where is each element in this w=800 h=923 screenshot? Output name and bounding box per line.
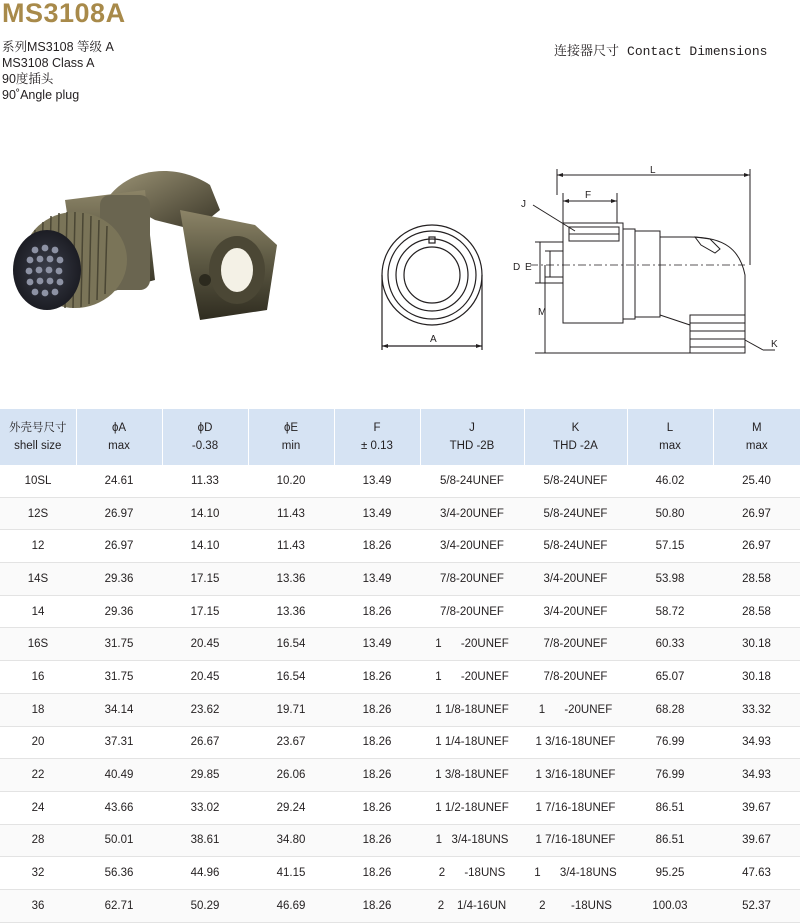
table-cell: 26.97 — [76, 530, 162, 563]
table-cell: 52.37 — [713, 889, 800, 922]
table-cell: 23.67 — [248, 726, 334, 759]
table-cell: 50.80 — [627, 497, 713, 530]
header-shell-size: 外壳号尺寸 shell size — [0, 409, 76, 465]
table-row — [0, 857, 800, 890]
table-cell-shell-size: 28 — [0, 824, 76, 857]
table-cell: 3/4-20UNEF — [420, 530, 524, 563]
table-cell: 25.40 — [713, 465, 800, 497]
table-cell: 18.26 — [334, 824, 420, 857]
table-cell: 17.15 — [162, 595, 248, 628]
table-cell: 40.49 — [76, 759, 162, 792]
table-cell: 18.26 — [334, 726, 420, 759]
table-cell: 1 7/16-18UNEF — [524, 791, 627, 824]
label-D: D — [513, 262, 521, 273]
header-A: ϕA max — [76, 409, 162, 465]
header-E: ϕE min — [248, 409, 334, 465]
table-cell: 50.01 — [76, 824, 162, 857]
table-cell-shell-size: 22 — [0, 759, 76, 792]
table-cell: 18.26 — [334, 661, 420, 694]
table-cell-shell-size: 24 — [0, 791, 76, 824]
table-cell: 20.45 — [162, 628, 248, 661]
table-row — [0, 726, 800, 759]
table-cell: 13.36 — [248, 595, 334, 628]
table-cell: 95.25 — [627, 857, 713, 890]
table-cell: 39.67 — [713, 824, 800, 857]
table-row — [0, 563, 800, 596]
table-cell: 16.54 — [248, 661, 334, 694]
table-cell: 2 -18UNS — [420, 857, 524, 890]
table-cell: 1 3/16-18UNEF — [524, 759, 627, 792]
table-cell: 34.93 — [713, 759, 800, 792]
table-row — [0, 497, 800, 530]
table-row — [0, 693, 800, 726]
table-cell: 7/8-20UNEF — [524, 628, 627, 661]
table-cell: 1 7/16-18UNEF — [524, 824, 627, 857]
label-M: M — [538, 307, 547, 318]
table-cell: 1 -20UNEF — [420, 628, 524, 661]
table-cell: 11.43 — [248, 497, 334, 530]
table-cell: 13.49 — [334, 465, 420, 497]
table-row — [0, 661, 800, 694]
dimensions-table — [0, 409, 800, 923]
table-cell: 38.61 — [162, 824, 248, 857]
table-cell: 41.15 — [248, 857, 334, 890]
table-cell: 5/8-24UNEF — [524, 530, 627, 563]
table-cell: 24.61 — [76, 465, 162, 497]
table-cell: 34.80 — [248, 824, 334, 857]
header-L: L max — [627, 409, 713, 465]
table-cell: 76.99 — [627, 759, 713, 792]
table-cell: 11.43 — [248, 530, 334, 563]
table-cell: 57.15 — [627, 530, 713, 563]
table-cell: 50.29 — [162, 889, 248, 922]
table-cell: 7/8-20UNEF — [524, 661, 627, 694]
table-cell: 13.49 — [334, 628, 420, 661]
table-cell: 14.10 — [162, 530, 248, 563]
label-J: J — [521, 199, 526, 210]
table-cell: 20.45 — [162, 661, 248, 694]
table-row — [0, 628, 800, 661]
table-cell: 26.97 — [713, 497, 800, 530]
table-cell: 1 1/8-18UNEF — [420, 693, 524, 726]
table-cell: 58.72 — [627, 595, 713, 628]
table-cell: 11.33 — [162, 465, 248, 497]
table-body — [0, 465, 800, 922]
table-row — [0, 465, 800, 497]
table-cell-shell-size: 10SL — [0, 465, 76, 497]
table-cell: 1 -20UNEF — [524, 693, 627, 726]
table-cell-shell-size: 14S — [0, 563, 76, 596]
table-cell: 29.24 — [248, 791, 334, 824]
table-cell: 17.15 — [162, 563, 248, 596]
table-cell: 29.36 — [76, 595, 162, 628]
table-cell: 86.51 — [627, 791, 713, 824]
header-M: M max — [713, 409, 800, 465]
table-cell: 13.36 — [248, 563, 334, 596]
table-cell: 1 3/16-18UNEF — [524, 726, 627, 759]
front-view-drawing — [370, 215, 495, 357]
table-cell: 18.26 — [334, 759, 420, 792]
label-K: K — [771, 339, 778, 350]
table-cell: 5/8-24UNEF — [524, 497, 627, 530]
table-cell: 44.96 — [162, 857, 248, 890]
table-row — [0, 791, 800, 824]
subtitle-class: MS3108 Class A — [2, 56, 95, 70]
table-cell: 1 1/4-18UNEF — [420, 726, 524, 759]
table-cell-shell-size: 12 — [0, 530, 76, 563]
table-cell: 100.03 — [627, 889, 713, 922]
table-cell: 18.26 — [334, 791, 420, 824]
table-cell: 76.99 — [627, 726, 713, 759]
header-J: J THD -2B — [420, 409, 524, 465]
table-row — [0, 759, 800, 792]
header-D: ϕD -0.38 — [162, 409, 248, 465]
table-cell: 60.33 — [627, 628, 713, 661]
table-cell: 1 -20UNEF — [420, 661, 524, 694]
table-cell: 1 3/8-18UNEF — [420, 759, 524, 792]
table-cell: 14.10 — [162, 497, 248, 530]
table-cell: 86.51 — [627, 824, 713, 857]
table-row — [0, 595, 800, 628]
label-A: A — [430, 334, 437, 345]
table-cell: 33.32 — [713, 693, 800, 726]
table-row — [0, 824, 800, 857]
table-cell: 28.58 — [713, 563, 800, 596]
table-cell: 5/8-24UNEF — [420, 465, 524, 497]
subtitle-type-cn: 90度插头 — [2, 72, 54, 86]
table-cell: 18.26 — [334, 889, 420, 922]
table-row — [0, 889, 800, 922]
table-cell-shell-size: 16 — [0, 661, 76, 694]
table-cell: 62.71 — [76, 889, 162, 922]
table-cell: 65.07 — [627, 661, 713, 694]
table-cell: 43.66 — [76, 791, 162, 824]
label-F: F — [585, 190, 592, 201]
table-cell: 26.67 — [162, 726, 248, 759]
table-cell: 1 3/4-18UNS — [524, 857, 627, 890]
table-cell: 47.63 — [713, 857, 800, 890]
table-cell-shell-size: 14 — [0, 595, 76, 628]
table-cell: 2 -18UNS — [524, 889, 627, 922]
table-cell: 18.26 — [334, 530, 420, 563]
table-cell-shell-size: 20 — [0, 726, 76, 759]
table-cell: 26.97 — [76, 497, 162, 530]
table-cell: 23.62 — [162, 693, 248, 726]
table-cell: 13.49 — [334, 497, 420, 530]
label-E: E — [525, 262, 532, 273]
table-cell: 10.20 — [248, 465, 334, 497]
header-F: F ± 0.13 — [334, 409, 420, 465]
dimensions-heading — [554, 40, 767, 59]
table-cell: 68.28 — [627, 693, 713, 726]
table-cell: 29.36 — [76, 563, 162, 596]
table-cell: 39.67 — [713, 791, 800, 824]
table-cell: 18.26 — [334, 857, 420, 890]
table-cell: 33.02 — [162, 791, 248, 824]
table-cell: 31.75 — [76, 628, 162, 661]
table-cell: 46.69 — [248, 889, 334, 922]
table-cell: 18.26 — [334, 693, 420, 726]
table-cell: 1 1/2-18UNEF — [420, 791, 524, 824]
table-cell: 34.14 — [76, 693, 162, 726]
table-cell: 3/4-20UNEF — [524, 563, 627, 596]
table-cell: 2 1/4-16UN — [420, 889, 524, 922]
table-cell: 29.85 — [162, 759, 248, 792]
table-cell: 30.18 — [713, 661, 800, 694]
table-cell: 5/8-24UNEF — [524, 465, 627, 497]
product-title: MS3108A — [2, 0, 126, 28]
dimensions-heading-en: Contact Dimensions — [627, 44, 768, 59]
table-cell: 46.02 — [627, 465, 713, 497]
table-cell: 26.97 — [713, 530, 800, 563]
table-cell: 37.31 — [76, 726, 162, 759]
table-cell: 16.54 — [248, 628, 334, 661]
connector-photo — [5, 150, 290, 330]
product-subtitle — [2, 39, 114, 103]
header-K: K THD -2A — [524, 409, 627, 465]
dimensions-heading-cn: 连接器尺寸 — [554, 44, 620, 59]
table-cell: 18.26 — [334, 595, 420, 628]
table-cell: 56.36 — [76, 857, 162, 890]
table-cell: 3/4-20UNEF — [420, 497, 524, 530]
subtitle-type-en: 90˚Angle plug — [2, 88, 80, 102]
label-L: L — [650, 165, 656, 176]
table-cell: 34.93 — [713, 726, 800, 759]
table-cell-shell-size: 12S — [0, 497, 76, 530]
table-cell: 30.18 — [713, 628, 800, 661]
table-cell-shell-size: 32 — [0, 857, 76, 890]
table-cell: 7/8-20UNEF — [420, 563, 524, 596]
table-cell: 1 3/4-18UNS — [420, 824, 524, 857]
table-cell-shell-size: 16S — [0, 628, 76, 661]
side-view-drawing — [505, 165, 797, 365]
table-cell: 31.75 — [76, 661, 162, 694]
table-row — [0, 530, 800, 563]
table-cell: 53.98 — [627, 563, 713, 596]
subtitle-series: 系列MS3108 等级 A — [2, 40, 114, 54]
table-header-row — [0, 409, 800, 465]
table-cell: 26.06 — [248, 759, 334, 792]
table-cell: 7/8-20UNEF — [420, 595, 524, 628]
table-cell: 28.58 — [713, 595, 800, 628]
table-cell-shell-size: 36 — [0, 889, 76, 922]
table-cell: 3/4-20UNEF — [524, 595, 627, 628]
table-cell-shell-size: 18 — [0, 693, 76, 726]
table-cell: 13.49 — [334, 563, 420, 596]
table-cell: 19.71 — [248, 693, 334, 726]
